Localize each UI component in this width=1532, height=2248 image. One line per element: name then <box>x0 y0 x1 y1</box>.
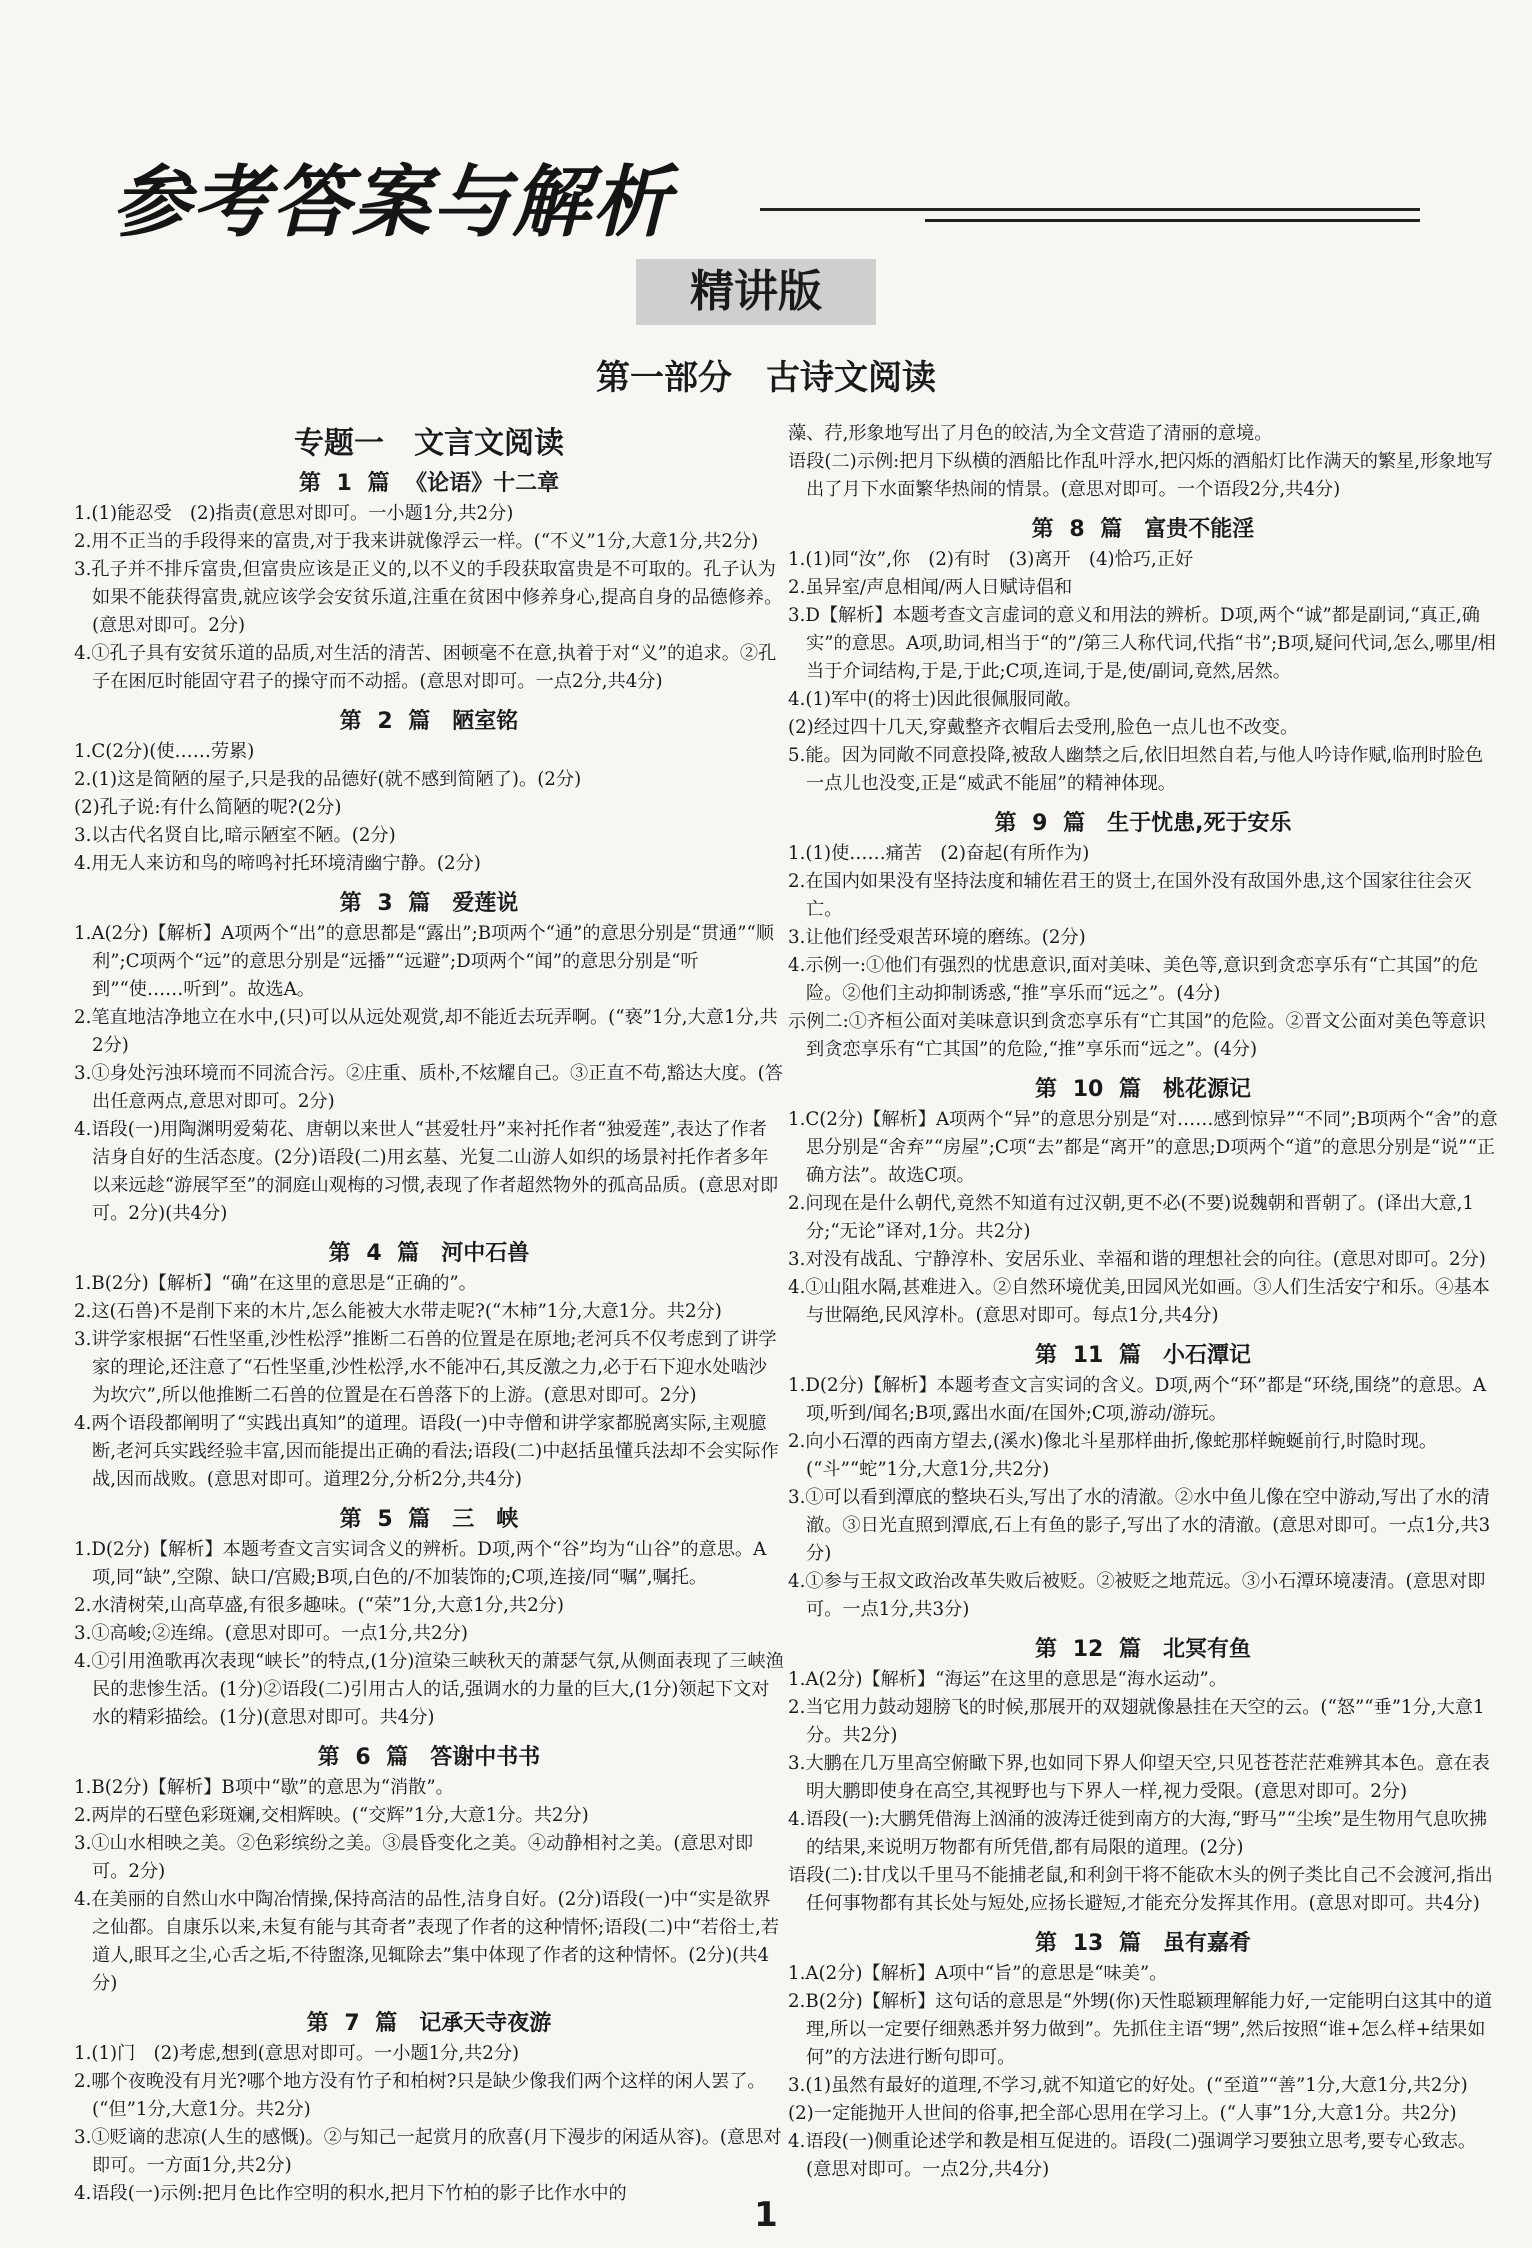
answer-line: 语段(二):甘戊以千里马不能捕老鼠,和利剑干将不能砍木头的例子类比自己不会渡河,指出任何事物都有其长处与短处,应扬长避短,才能充分发挥其作用。(意思对即可。共4分) <box>788 1865 1493 1914</box>
answer-line: 4.①山阻水隔,甚难进入。②自然环境优美,田园风光如画。③人们生活安宁和乐。④基本与世隔绝,民风淳朴。(意思对即可。每点1分,共4分) <box>788 1277 1490 1326</box>
part-heading: 第一部分 古诗文阅读 <box>596 358 936 398</box>
section-heading: 第 10 篇 桃花源记 <box>1035 1077 1251 1102</box>
answer-line: 3.孔子并不排斥富贵,但富贵应该是正义的,以不义的手段获取富贵是不可取的。孔子认为如果不能获得富贵,就应该学会安贫乐道,注重在贫困中修养身心,提高自身的品德修养。(意思对即可。2分) <box>74 559 783 636</box>
answer-line: (2)经过四十几天,穿戴整齐衣帽后去受刑,脸色一点儿也不改变。 <box>788 717 1299 738</box>
answer-line: (2)一定能抛开人世间的俗事,把全部心思用在学习上。(“人事”1分,大意1分。共2分) <box>788 2103 1457 2124</box>
title-rule-lower <box>925 219 1420 222</box>
answer-line: 3.以古代名贤自比,暗示陋室不陋。(2分) <box>74 825 396 846</box>
answer-line: 2.哪个夜晚没有月光?哪个地方没有竹子和柏树?只是缺少像我们两个这样的闲人罢了。(“但”1分,大意1分。共2分) <box>74 2071 766 2120</box>
section-heading: 第 6 篇 答谢中书书 <box>317 1745 541 1770</box>
answer-line: 4.用无人来访和鸟的啼鸣衬托环境清幽宁静。(2分) <box>74 853 481 874</box>
section-heading: 第 7 篇 记承天寺夜游 <box>306 2011 552 2036</box>
section-heading: 第 8 篇 富贵不能淫 <box>1031 517 1255 542</box>
answer-line: 1.D(2分)【解析】本题考查文言实词的含义。D项,两个“环”都是“环绕,围绕”的意思。A项,听到/闻名;B项,露出水面/在国外;C项,游动/游玩。 <box>788 1375 1486 1424</box>
answer-line: 3.(1)虽然有最好的道理,不学习,就不知道它的好处。(“至道”“善”1分,大意1分,共2分) <box>788 2075 1468 2096</box>
section-heading: 第 12 篇 北冥有鱼 <box>1035 1637 1251 1662</box>
answer-line: 3.①可以看到潭底的整块石头,写出了水的清澈。②水中鱼儿像在空中游动,写出了水的清澈。③日光直照到潭底,石上有鱼的影子,写出了水的清澈。(意思对即可。一点1分,共3分) <box>788 1487 1491 1564</box>
answer-line: 3.让他们经受艰苦环境的磨练。(2分) <box>788 927 1086 948</box>
answer-line: 3.①高峻;②连绵。(意思对即可。一点1分,共2分) <box>74 1623 468 1644</box>
answer-line: 2.向小石潭的西南方望去,(溪水)像北斗星那样曲折,像蛇那样蜿蜒前行,时隐时现。(“斗”“蛇”1分,大意1分,共2分) <box>788 1431 1438 1480</box>
answer-line: 1.(1)能忍受 (2)指责(意思对即可。一小题1分,共2分) <box>74 503 514 524</box>
answer-line: 1.B(2分)【解析】“确”在这里的意思是“正确的”。 <box>74 1273 477 1294</box>
answer-line: 4.语段(一)示例:把月色比作空明的积水,把月下竹柏的影子比作水中的 <box>74 2183 627 2204</box>
answer-line: 1.(1)同“汝”,你 (2)有时 (3)离开 (4)恰巧,正好 <box>788 549 1194 570</box>
section-heading: 第 1 篇 《论语》十二章 <box>298 471 560 496</box>
answer-line: 3.①身处污浊环境而不同流合污。②庄重、质朴,不炫耀自己。③正直不苟,豁达大度。(答出任意两点,意思对即可。2分) <box>74 1063 783 1112</box>
section-heading: 第 3 篇 爱莲说 <box>339 891 519 916</box>
section-heading: 第 11 篇 小石潭记 <box>1035 1343 1251 1368</box>
right-column <box>788 420 1498 2184</box>
answer-line: 4.语段(一)用陶渊明爱菊花、唐朝以来世人“甚爱牡丹”来衬托作者“独爱莲”,表达了作者洁身自好的生活态度。(2分)语段(二)用玄墓、光复二山游人如织的场景衬托作者多年以来远趁“游展罕至”的洞庭山观梅的习惯,表现了作者超然物外的孤高品质。(意思对即可。2分)(共4分) <box>74 1119 779 1224</box>
section-heading: 第 5 篇 三 峡 <box>339 1507 519 1532</box>
answer-line: 4.①参与王叔文政治改革失败后被贬。②被贬之地荒远。③小石潭环境凄清。(意思对即可。一点1分,共3分) <box>788 1571 1486 1620</box>
answer-line: 4.(1)军中(的将士)因此很佩服同敞。 <box>788 689 1082 710</box>
title-rule-upper <box>760 208 1420 211</box>
answer-line: 3.对没有战乱、宁静淳朴、安居乐业、幸福和谐的理想社会的向往。(意思对即可。2分) <box>788 1249 1486 1270</box>
answer-line: 2.笔直地洁净地立在水中,(只)可以从远处观赏,却不能近去玩弄啊。(“亵”1分,大意1分,共2分) <box>74 1007 778 1056</box>
answer-line: 2.这(石兽)不是削下来的木片,怎么能被大水带走呢?(“木柿”1分,大意1分。共2分) <box>74 1301 722 1322</box>
answer-line: 1.A(2分)【解析】A项中“旨”的意思是“味美”。 <box>788 1963 1168 1984</box>
answer-line: 4.语段(一):大鹏凭借海上汹涌的波涛迁徙到南方的大海,“野马”“尘埃”是生物用气息吹拂的结果,来说明万物都有所凭借,都有局限的道理。(2分) <box>788 1809 1488 1858</box>
answer-line: 2.问现在是什么朝代,竟然不知道有过汉朝,更不必(不要)说魏朝和晋朝了。(译出大意,1分;“无论”译对,1分。共2分) <box>788 1193 1474 1242</box>
answer-line: 1.A(2分)【解析】A项两个“出”的意思都是“露出”;B项两个“通”的意思分别是“贯通”“顺利”;C项两个“远”的意思分别是“远播”“远避”;D项两个“闻”的意思分别是“听到”“使……听到”。故选A。 <box>74 923 774 1000</box>
page-title: 参考答案与解析 <box>112 158 673 248</box>
answer-line: 4.两个语段都阐明了“实践出真知”的道理。语段(一)中寺僧和讲学家都脱离实际,主观臆断,老河兵实践经验丰富,因而能提出正确的看法;语段(二)中赵括虽懂兵法却不会实际作战,因而战败。(意思对即可。道理2分,分析2分,共4分) <box>74 1413 779 1490</box>
section-heading: 第 13 篇 虽有嘉肴 <box>1035 1931 1251 1956</box>
answer-line: 4.①孔子具有安贫乐道的品质,对生活的清苦、困顿毫不在意,执着于对“义”的追求。②孔子在困厄时能固守君子的操守而不动摇。(意思对即可。一点2分,共4分) <box>74 643 777 692</box>
answer-line: 4.示例一:①他们有强烈的忧患意识,面对美味、美色等,意识到贪恋享乐有“亡其国”的危险。②他们主动抑制诱惑,“推”享乐而“远之”。(4分) <box>788 955 1479 1004</box>
answer-line: (2)孔子说:有什么简陋的呢?(2分) <box>74 797 342 818</box>
answer-line: 藻、荇,形象地写出了月色的皎洁,为全文营造了清丽的意境。 <box>788 423 1273 444</box>
answer-line: 2.用不正当的手段得来的富贵,对于我来讲就像浮云一样。(“不义”1分,大意1分,共2分) <box>74 531 759 552</box>
answer-line: 3.①贬谪的悲凉(人生的感慨)。②与知己一起赏月的欣喜(月下漫步的闲适从容)。(意思对即可。一方面1分,共2分) <box>74 2127 782 2176</box>
answer-line: 4.语段(一)侧重论述学和教是相互促进的。语段(二)强调学习要独立思考,要专心致志。(意思对即可。一点2分,共4分) <box>788 2131 1477 2180</box>
answer-line: 5.能。因为同敞不同意投降,被敌人幽禁之后,依旧坦然自若,与他人吟诗作赋,临刑时脸色一点儿也没变,正是“威武不能屈”的精神体现。 <box>788 745 1484 794</box>
answer-line: 4.在美丽的自然山水中陶冶情操,保持高洁的品性,洁身自好。(2分)语段(一)中“实是欲界之仙都。自康乐以来,未复有能与其奇者”表现了作者的这种情怀;语段(二)中“若俗士,若道人,眼耳之尘,心舌之垢,不待盥涤,见辄除去”集中体现了作者的这种情怀。(2分)(共4分) <box>74 1889 780 1994</box>
answer-line: 2.水清树荣,山高草盛,有很多趣味。(“荣”1分,大意1分,共2分) <box>74 1595 564 1616</box>
left-column <box>74 420 784 2208</box>
section-heading: 第 9 篇 生于忧患,死于安乐 <box>994 811 1292 836</box>
answer-line: 1.A(2分)【解析】“海运”在这里的意思是“海水运动”。 <box>788 1669 1228 1690</box>
topic-heading: 专题一 文言文阅读 <box>294 426 564 461</box>
section-heading: 第 2 篇 陋室铭 <box>339 709 519 734</box>
answer-line: 1.C(2分)(使……劳累) <box>74 741 255 762</box>
edition-badge: 精讲版 <box>636 259 876 325</box>
answer-line: 1.(1)使……痛苦 (2)奋起(有所作为) <box>788 843 1090 864</box>
answer-line: 1.(1)门 (2)考虑,想到(意思对即可。一小题1分,共2分) <box>74 2043 520 2064</box>
answer-line: 1.D(2分)【解析】本题考查文言实词含义的辨析。D项,两个“谷”均为“山谷”的意思。A项,同“缺”,空隙、缺口/宫殿;B项,白色的/不加装饰的;C项,连接/同“嘱”,嘱托。 <box>74 1539 767 1588</box>
answer-line: 2.两岸的石壁色彩斑斓,交相辉映。(“交辉”1分,大意1分。共2分) <box>74 1805 589 1826</box>
answer-line: 4.①引用渔歌再次表现“峡长”的特点,(1分)渲染三峡秋天的萧瑟气氛,从侧面表现了三峡渔民的悲惨生活。(1分)②语段(二)引用古人的话,强调水的力量的巨大,(1分)领起下文对水的精彩描绘。(1分)(意思对即可。共4分) <box>74 1651 784 1728</box>
answer-line: 2.(1)这是简陋的屋子,只是我的品德好(就不感到简陋了)。(2分) <box>74 769 582 790</box>
answer-line: 2.当它用力鼓动翅膀飞的时候,那展开的双翅就像悬挂在天空的云。(“怒”“垂”1分,大意1分。共2分) <box>788 1697 1485 1746</box>
answer-line: 2.虽异室/声息相闻/两人日赋诗倡和 <box>788 577 1073 598</box>
answer-line: 3.大鹏在几万里高空俯瞰下界,也如同下界人仰望天空,只见苍苍茫茫难辨其本色。意在表明大鹏即使身在高空,其视野也与下界人一样,视力受限。(意思对即可。2分) <box>788 1753 1490 1802</box>
answer-line: 3.①山水相映之美。②色彩缤纷之美。③晨昏变化之美。④动静相衬之美。(意思对即可。2分) <box>74 1833 754 1882</box>
answer-line: 3.讲学家根据“石性坚重,沙性松浮”推断二石兽的位置是在原地;老河兵不仅考虑到了讲学家的理论,还注意了“石性坚重,沙性松浮,水不能冲石,其反激之力,必于石下迎水处啮沙为坎穴”,所以他推断二石兽的位置是在石兽落下的上游。(意思对即可。2分) <box>74 1329 777 1406</box>
answer-line: 2.B(2分)【解析】这句话的意思是“外甥(你)天性聪颖理解能力好,一定能明白这其中的道理,所以一定要仔细熟悉并努力做到”。先抓住主语“甥”,然后按照“谁+怎么样+结果如何”的方法进行断句即可。 <box>788 1991 1493 2068</box>
answer-line: 3.D【解析】本题考查文言虚词的意义和用法的辨析。D项,两个“诚”都是副词,“真正,确实”的意思。A项,助词,相当于“的”/第三人称代词,代指“书”;B项,疑问代词,怎么,哪里/相当于介词结构,于是,于此;C项,连词,于是,使/副词,竟然,居然。 <box>788 605 1496 682</box>
answer-line: 1.B(2分)【解析】B项中“歇”的意思为“消散”。 <box>74 1777 454 1798</box>
answer-line: 2.在国内如果没有坚持法度和辅佐君王的贤士,在国外没有敌国外患,这个国家往往会灭亡。 <box>788 871 1472 920</box>
section-heading: 第 4 篇 河中石兽 <box>328 1241 530 1266</box>
answer-line: 语段(二)示例:把月下纵横的酒船比作乱叶浮水,把闪烁的酒船灯比作满天的繁星,形象地写出了月下水面繁华热闹的情景。(意思对即可。一个语段2分,共4分) <box>788 451 1493 500</box>
answer-line: 1.C(2分)【解析】A项两个“异”的意思分别是“对……感到惊异”“不同”;B项两个“舍”的意思分别是“舍弃”“房屋”;C项“去”都是“离开”的意思;D项两个“道”的意思分别是“说”“正确方法”。故选C项。 <box>788 1109 1498 1186</box>
answer-line: 示例二:①齐桓公面对美味意识到贪恋享乐有“亡其国”的危险。②晋文公面对美色等意识到贪恋享乐有“亡其国”的危险,“推”享乐而“远之”。(4分) <box>788 1011 1486 1060</box>
page-number: 1 <box>754 2195 778 2235</box>
